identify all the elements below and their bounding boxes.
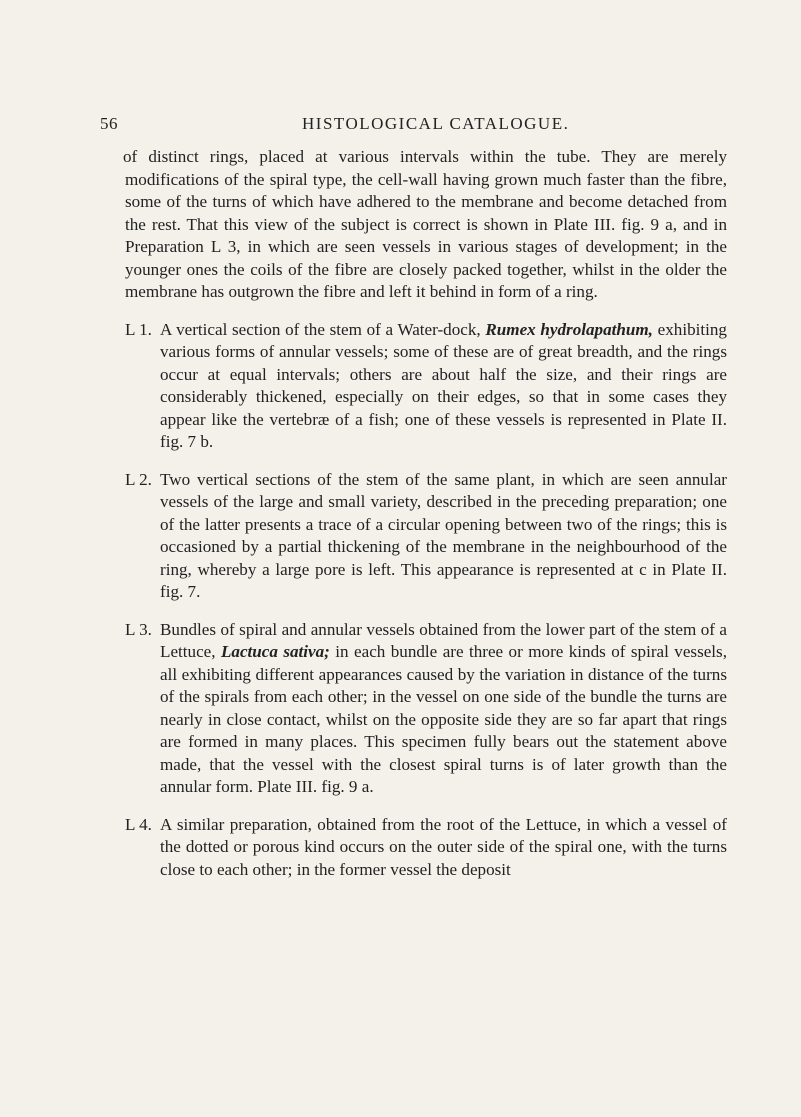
catalogue-entry-l2 [125,469,727,604]
catalogue-entry-l1 [125,319,727,454]
catalogue-entry-l4 [125,814,727,882]
page-body [125,146,727,881]
page-number: 56 [100,114,118,133]
entry-text: Two vertical sections of the stem of the same plant, in which are seen annular vessels of the large and small variety, described in the preceding preparation; one of the latter presents a trace of a circular opening between two of the rings; this is occasioned by a partial thickening of the membrane in the neighbourhood of the ring, whereby a large pore is left. This appearance is represented at c in Plate II. fig. 7. [160,469,727,601]
page-header [0,114,801,138]
catalogue-entry-l3 [125,619,727,799]
entry-label: L 2. [125,469,152,489]
entry-text [160,619,727,799]
species-name: Rumex hydrolapathum, [485,319,653,339]
entry-text [160,319,727,454]
entry-text-before: Bundles of spiral and annular vessels obtained from the lower part of the stem of a Lettuce, [160,619,727,661]
entry-text-before: A vertical section of the stem of a Water-dock, [160,319,481,339]
entry-text-after: in each bundle are three or more kinds of spiral vessels, all exhibiting different appearances caused by the variation in distance of the turns of the spirals from each other; in the vessel on one side of the bundle the turns are nearly in close contact, whilst on the opposite side they are so far apart that rings are formed in many places. This specimen fully bears out the statement above made, that the vessel with the closest spiral turns is of later growth than the annular form. Plate III. fig. 9 a. [160,642,727,796]
entry-label: L 1. [125,319,152,339]
entry-label: L 3. [125,619,152,639]
entry-text: A similar preparation, obtained from the root of the Lettuce, in which a vessel of the dotted or porous kind occurs on the outer side of the spiral one, with the turns close to each other; in the former vessel the deposit [160,814,727,879]
species-name: Lactuca sativa; [220,642,330,661]
entry-label: L 4. [125,814,152,834]
entry-text-after: exhibiting various forms of annular vessels; some of these are of great breadth, and the rings occur at equal intervals; others are about half the size, and their rings are considerably thickened, especially on their edges, so that in some cases they appear like the vertebræ of a fish; one of these vessels is represented in Plate II. fig. 7 b. [160,319,727,451]
running-title: HISTOLOGICAL CATALOGUE. [302,114,570,133]
intro-paragraph: of distinct rings, placed at various intervals within the tube. They are merely modifications of the spiral type, the cell-wall having grown much faster than the fibre, some of the turns of which have adhered to the membrane and become detached from the rest. That this view of the subject is correct is shown in Plate III. fig. 9 a, and in Preparation L 3, in which are seen vessels in various stages of development; in the younger ones the coils of the fibre are closely packed together, whilst in the older the membrane has outgrown the fibre and left it behind in form of a ring. [123,147,727,301]
